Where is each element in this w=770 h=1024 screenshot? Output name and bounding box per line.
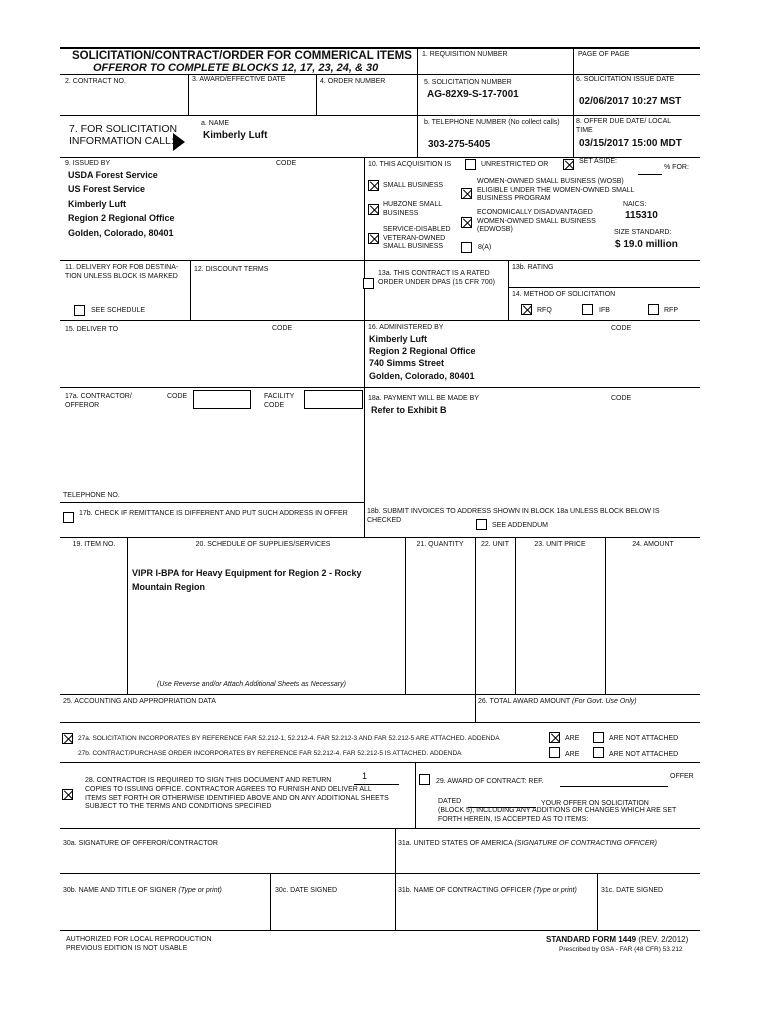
rule-top	[60, 47, 700, 49]
facility-code-box[interactable]	[304, 390, 363, 409]
your-offer-label: YOUR OFFER ON SOLICITATION	[541, 800, 649, 807]
contractor-code-box[interactable]	[193, 390, 251, 409]
remittance-label: 17b. CHECK IF REMITTANCE IS DIFFERENT AND PUT SUCH ADDRESS IN OFFER	[79, 510, 348, 517]
see-addendum-label: SEE ADDENDUM	[492, 522, 549, 529]
rule	[364, 320, 365, 537]
27a-are-not-checkbox[interactable]	[593, 732, 604, 743]
27a-label: 27a. SOLICITATION INCORPORATES BY REFERENCE FAR 52.212-1, 52.212-4. FAR 52.212-3 AND FAR 52.212-5 ARE ATTACHED. ADDENDA	[78, 735, 500, 742]
telephone-number: 303-275-5405	[428, 139, 491, 150]
administered-by-label: 16. ADMINISTERED BY	[368, 324, 444, 331]
rule	[364, 157, 365, 320]
rule	[395, 828, 396, 930]
footer-previous-edition: PREVIOUS EDITION IS NOT USABLE	[66, 945, 188, 952]
page-of-page-label: PAGE OF PAGE	[578, 51, 630, 58]
size-standard: $ 19.0 million	[615, 239, 678, 250]
invoice-label: 18b. SUBMIT INVOICES TO ADDRESS SHOWN IN BLOCK 18a UNLESS BLOCK BELOW IS CHECKED	[367, 508, 660, 524]
issued-by-line: Kimberly Luft	[68, 199, 127, 209]
contact-name: Kimberly Luft	[203, 130, 268, 141]
hubzone-label: HUBZONE SMALL BUSINESS	[383, 201, 442, 217]
small-business-label: SMALL BUSINESS	[383, 182, 444, 189]
rfp-label: RFP	[664, 307, 678, 314]
contractor-code-label: CODE	[167, 393, 188, 400]
administered-line: Golden, Colorado, 80401	[369, 371, 475, 381]
27b-are-checkbox[interactable]	[549, 747, 560, 758]
col-item-no: 19. ITEM NO.	[72, 541, 116, 548]
ref-blank	[560, 786, 668, 787]
discount-terms-label: 12. DISCOUNT TERMS	[194, 266, 269, 273]
rule	[60, 115, 700, 116]
rule	[597, 873, 598, 930]
accounting-label: 25. ACCOUNTING AND APPROPRIATION DATA	[63, 698, 216, 705]
rule	[405, 537, 406, 694]
administered-line: 740 Simms Street	[369, 358, 445, 368]
acquisition-label: 10. THIS ACQUISITION IS	[368, 161, 452, 168]
rule	[573, 47, 574, 115]
rule	[475, 537, 476, 694]
edwosb-checkbox[interactable]	[461, 217, 472, 228]
offer-due-date: 03/15/2017 15:00 MDT	[579, 138, 682, 149]
facility-code-label: FACILITY CODE	[264, 393, 295, 409]
rule	[270, 873, 271, 930]
27a-are-not-label: ARE NOT ATTACHED	[609, 735, 679, 742]
footer-authorized: AUTHORIZED FOR LOCAL REPRODUCTION	[66, 936, 212, 943]
set-aside-label: SET ASIDE:	[579, 158, 617, 165]
arrow-right-icon	[173, 133, 185, 151]
offer-due-label: 8. OFFER DUE DATE/ LOCAL TIME	[576, 118, 671, 134]
rule	[60, 873, 700, 874]
rule	[60, 537, 700, 538]
solicitation-info-label: 7. FOR SOLICITATION INFORMATION CALL:	[69, 123, 178, 147]
contract-no-label: 2. CONTRACT NO.	[65, 78, 126, 85]
edwosb-label: ECONOMICALLY DISADVANTAGED WOMEN-OWNED SMALL BUSINESS (EDWOSB)	[477, 209, 596, 233]
rule	[190, 260, 191, 320]
rule	[605, 537, 606, 694]
rated-order-label: 13a. THIS CONTRACT IS A RATED ORDER UNDER DPAS (15 CFR 700)	[378, 270, 495, 286]
signature-co-note: (SIGNATURE OF CONTRACTING OFFICER)	[514, 840, 657, 847]
percent-for-label: % FOR:	[664, 164, 689, 171]
telephone-label: b. TELEPHONE NUMBER (No collect calls)	[424, 119, 560, 126]
issued-by-line: US Forest Service	[68, 184, 146, 194]
rule	[60, 260, 364, 261]
ifb-checkbox[interactable]	[582, 304, 593, 315]
contractor-label: 17a. CONTRACTOR/ OFFEROR	[65, 393, 132, 409]
col-amount: 24. AMOUNT	[632, 541, 674, 548]
issued-by-line: Golden, Colorado, 80401	[68, 228, 174, 238]
percent-blank	[638, 174, 662, 175]
rule	[316, 74, 317, 115]
col-schedule: 20. SCHEDULE OF SUPPLIES/SERVICES	[195, 541, 331, 548]
remittance-checkbox[interactable]	[63, 512, 74, 523]
deliver-to-label: 15. DELIVER TO	[65, 326, 119, 333]
order-number-label: 4. ORDER NUMBER	[320, 78, 386, 85]
administered-code-label: CODE	[611, 325, 632, 332]
col-unit: 22. UNIT	[480, 541, 509, 548]
administered-line: Kimberly Luft	[369, 334, 428, 344]
27a-checkbox[interactable]	[62, 733, 73, 744]
signature-offeror-label: 30a. SIGNATURE OF OFFEROR/CONTRACTOR	[63, 840, 218, 847]
rfq-label: RFQ	[537, 307, 552, 314]
rule	[60, 828, 700, 829]
see-addendum-checkbox[interactable]	[476, 519, 487, 530]
issued-by-label: 9. ISSUED BY	[65, 160, 111, 167]
block5-text: (BLOCK 5), INCLUDING ANY ADDITIONS OR CHANGES WHICH ARE SET FORTH HEREIN, IS ACCEPTED AS TO ITEMS:	[438, 807, 677, 823]
rule	[60, 502, 364, 503]
naics-label: NAICS:	[623, 201, 647, 208]
rule	[127, 537, 128, 694]
27b-are-not-label: ARE NOT ATTACHED	[609, 751, 679, 758]
rule	[508, 287, 700, 288]
rule	[60, 320, 700, 321]
issue-date-label: 6. SOLICITATION ISSUE DATE	[576, 76, 675, 83]
hubzone-checkbox[interactable]	[368, 204, 379, 215]
offer-label: OFFER	[670, 773, 694, 780]
28-label: 28. CONTRACTOR IS REQUIRED TO SIGN THIS DOCUMENT AND RETURN	[85, 777, 332, 784]
issued-by-code-label: CODE	[276, 160, 297, 167]
small-business-checkbox[interactable]	[368, 180, 379, 191]
rated-order-checkbox[interactable]	[363, 278, 374, 289]
29-checkbox[interactable]	[419, 774, 430, 785]
copies-count: 1	[362, 771, 368, 781]
naics-code: 115310	[625, 210, 658, 221]
8a-checkbox[interactable]	[461, 242, 472, 253]
signature-co-label	[398, 840, 657, 849]
issued-by-line: USDA Forest Service	[68, 170, 158, 180]
solicitation-number-label: 5. SOLICITATION NUMBER	[424, 79, 512, 86]
wosb-checkbox[interactable]	[461, 188, 472, 199]
27b-are-not-checkbox[interactable]	[593, 747, 604, 758]
form-subtitle: OFFEROR TO COMPLETE BLOCKS 12, 17, 23, 24, & 30	[93, 62, 379, 74]
rule	[60, 74, 700, 75]
schedule-item-line: Mountain Region	[132, 582, 205, 592]
rule	[515, 537, 516, 694]
rule	[188, 74, 189, 115]
rule-bottom	[60, 930, 700, 931]
issued-by-line: Region 2 Regional Office	[68, 213, 175, 223]
sdvosb-label: SERVICE-DISABLED VETERAN-OWNED SMALL BUSINESS	[383, 226, 451, 250]
see-schedule-label: SEE SCHEDULE	[91, 307, 146, 314]
27a-are-label: ARE	[565, 735, 580, 742]
col-quantity: 21. QUANTITY	[416, 541, 464, 548]
copies-blank	[354, 784, 399, 785]
rule	[573, 115, 574, 157]
issue-date: 02/06/2017 10:27 MST	[579, 96, 682, 107]
27b-label: 27b. CONTRACT/PURCHASE ORDER INCORPORATES BY REFERENCE FAR 52.212-4. FAR 52.212-5 IS ATTACHED. ADDENDA	[78, 750, 462, 757]
rule	[60, 722, 700, 723]
form-title: SOLICITATION/CONTRACT/ORDER FOR COMMERICAL ITEMS	[72, 50, 412, 62]
footer-form-number	[546, 936, 688, 945]
solicitation-number: AG-82X9-S-17-7001	[427, 89, 519, 100]
additional-sheets-note: (Use Reverse and/or Attach Additional Sheets as Necessary)	[157, 681, 346, 688]
date-signed-31c-label: 31c. DATE SIGNED	[601, 887, 664, 894]
rule	[60, 694, 700, 695]
footer-prescribed: Prescribed by GSA - FAR (48 CFR) 53.212	[559, 946, 683, 953]
award-date-label: 3. AWARD/EFFECTIVE DATE	[192, 76, 286, 83]
signature-co-text: 31a. UNITED STATES OF AMERICA	[398, 840, 513, 847]
total-award-text: 26. TOTAL AWARD AMOUNT	[478, 698, 571, 705]
rule	[60, 387, 700, 388]
form-name: STANDARD FORM 1449	[546, 935, 637, 944]
telephone-no-label: TELEPHONE NO.	[63, 492, 120, 499]
unrestricted-label: UNRESTRICTED OR	[481, 161, 549, 168]
delivery-fob-label: 11. DELIVERY FOR FOB DESTINA-TION UNLESS BLOCK IS MARKED	[65, 264, 179, 280]
name-label: a. NAME	[201, 120, 230, 127]
27b-are-label: ARE	[565, 751, 580, 758]
signer-name-label	[63, 887, 222, 896]
28-checkbox[interactable]	[62, 789, 73, 800]
size-standard-label: SIZE STANDARD:	[614, 229, 672, 236]
28-text: COPIES TO ISSUING OFFICE. CONTRACTOR AGREES TO FURNISH AND DELIVER ALL ITEMS SET FORTH OR OTHERWISE IDENTIFIED ABOVE AND ON ANY ADDITIONAL SHEETS SUBJECT TO THE TERMS AND CONDITIONS SPECIFIED	[85, 786, 389, 810]
wosb-label: WOMEN-OWNED SMALL BUSINESS (WOSB) ELIGIBLE UNDER THE WOMEN-OWNED SMALL BUSINESS PROGRAM	[477, 178, 635, 202]
co-name-note: (Type or print)	[533, 887, 577, 894]
date-signed-30c-label: 30c. DATE SIGNED	[275, 887, 338, 894]
rfp-checkbox[interactable]	[648, 304, 659, 315]
total-award-note: (For Govt. Use Only)	[572, 698, 637, 705]
co-name-label	[398, 887, 577, 896]
administered-line: Region 2 Regional Office	[369, 346, 476, 356]
form-rev: (REV. 2/2012)	[638, 935, 689, 944]
schedule-item-line: VIPR I-BPA for Heavy Equipment for Region 2 - Rocky	[132, 568, 362, 578]
signer-name-text: 30b. NAME AND TITLE OF SIGNER	[63, 887, 177, 894]
payment-by-label: 18a. PAYMENT WILL BE MADE BY	[368, 395, 479, 402]
ifb-label: IFB	[599, 307, 610, 314]
set-aside-checkbox[interactable]	[563, 159, 574, 170]
deliver-to-code-label: CODE	[272, 325, 293, 332]
requisition-number-label: 1. REQUISITION NUMBER	[422, 51, 508, 58]
payment-code-label: CODE	[611, 395, 632, 402]
sdvosb-checkbox[interactable]	[368, 233, 379, 244]
rule	[364, 260, 700, 261]
see-schedule-checkbox[interactable]	[74, 305, 85, 316]
rating-label: 13b. RATING	[512, 264, 554, 271]
rule	[508, 260, 509, 320]
rule	[475, 694, 476, 722]
27a-are-checkbox[interactable]	[549, 732, 560, 743]
signer-name-note: (Type or print)	[178, 887, 222, 894]
rule	[60, 762, 700, 763]
rule	[415, 762, 416, 828]
payment-value: Refer to Exhibit B	[371, 405, 447, 415]
award-of-contract-label: 29. AWARD OF CONTRACT: REF.	[436, 778, 544, 785]
method-label: 14. METHOD OF SOLICITATION	[512, 291, 616, 298]
rule	[417, 115, 418, 157]
dated-label: DATED	[438, 798, 462, 805]
unrestricted-checkbox[interactable]	[465, 159, 476, 170]
8a-label: 8(A)	[478, 244, 492, 251]
rule	[417, 47, 418, 115]
total-award-label	[478, 698, 637, 707]
co-name-text: 31b. NAME OF CONTRACTING OFFICER	[398, 887, 532, 894]
col-unit-price: 23. UNIT PRICE	[534, 541, 586, 548]
rfq-checkbox[interactable]	[521, 304, 532, 315]
sf1449-form	[60, 47, 700, 953]
